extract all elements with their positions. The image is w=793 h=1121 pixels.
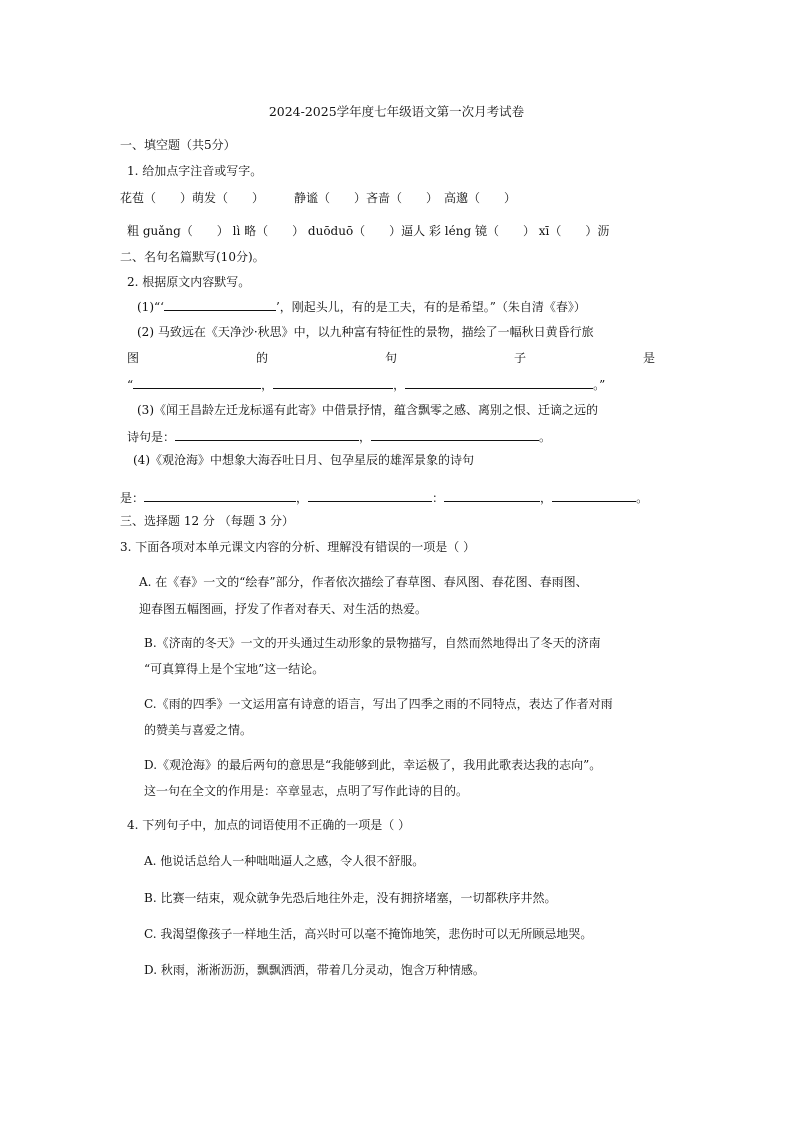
- dictation-item-3: (3)《闻王昌龄左迁龙标遥有此寄》中借景抒情，蕴含飘零之感、离别之恨、迁谪之远的: [137, 403, 599, 417]
- section-1-heading: 一、填空题（共5分）: [120, 138, 236, 152]
- separator: ，: [540, 491, 553, 505]
- separator: ，: [393, 378, 406, 392]
- section-3-heading: 三、选择题 12 分 （每题 3 分）: [120, 514, 294, 528]
- question-3-prompt: 3. 下面各项对本单元课文内容的分析、理解没有错误的一项是（ ）: [120, 540, 476, 554]
- dictation-item-4: (4)《观沧海》中想象大海吞吐日月、包孕星辰的雄浑景象的诗句: [133, 453, 475, 467]
- question-3-option-d-line-2: 这一句在全文的作用是：卒章显志，点明了写作此诗的目的。: [144, 784, 469, 798]
- question-4-option-a: A. 他说话总给人一种咄咄逼人之感，令人很不舒服。: [144, 854, 425, 868]
- question-3-option-b-line-1: B.《济南的冬天》一文的开头通过生动形象的景物描写，自然而然地得出了冬天的济南: [144, 636, 601, 650]
- section-2-heading: 二、名句名篇默写(10分)。: [120, 250, 265, 264]
- separator: ，: [296, 491, 309, 505]
- answer-blank[interactable]: [164, 298, 276, 311]
- dictation-item-2: (2) 马致远在《天净沙·秋思》中，以九种富有特征性的景物，描绘了一幅秋日黄昏行旅: [137, 325, 594, 339]
- answer-blank[interactable]: [273, 376, 393, 389]
- spread-char: 子: [513, 351, 526, 365]
- question-3-option-d-line-1: D.《观沧海》的最后两句的意思是“我能够到此，幸运极了，我用此歌表达我的志向”。: [144, 758, 602, 772]
- dictation-item-1: [137, 298, 586, 315]
- answer-blank[interactable]: [444, 489, 540, 502]
- answer-lead: 诗句是：: [127, 430, 176, 444]
- dictation-2-blanks: [127, 376, 605, 393]
- answer-blank[interactable]: [133, 376, 261, 389]
- question-4-option-b: B. 比赛一结束，观众就争先恐后地往外走，没有拥挤堵塞，一切都秩序井然。: [144, 891, 557, 905]
- separator: ，: [261, 378, 274, 392]
- answer-blank[interactable]: [371, 428, 539, 441]
- spread-char: 的: [255, 351, 268, 365]
- spread-char: 是: [642, 351, 655, 365]
- dictation-1-rest: ’，刚起头儿，有的是工夫，有的是希望。”（朱自清《春》）: [275, 300, 586, 314]
- question-2-prompt: 2. 根据原文内容默写。: [127, 275, 251, 289]
- answer-blank[interactable]: [552, 489, 636, 502]
- question-4-option-d: D. 秋雨，淅淅沥沥，飘飘洒洒，带着几分灵动，饱含万种情感。: [144, 963, 485, 977]
- answer-lead: 是：: [120, 491, 145, 505]
- close-quote: 。”: [593, 378, 606, 392]
- separator: ，: [359, 430, 372, 444]
- answer-blank[interactable]: [144, 489, 296, 502]
- question-3-option-c-line-1: C.《雨的四季》一文运用富有诗意的语言，写出了四季之雨的不同特点，表达了作者对雨: [144, 697, 613, 711]
- question-3-option-b-line-2: “可真算得上是个宝地”这一结论。: [144, 662, 325, 676]
- dictation-1-open: (1)“‘: [137, 300, 164, 314]
- period: 。: [539, 430, 552, 444]
- question-1-prompt: 1. 给加点字注音或写字。: [127, 164, 263, 178]
- spread-char: 句: [384, 351, 397, 365]
- dictation-4-blanks: [120, 489, 648, 506]
- question-4-option-c: C. 我渴望像孩子一样地生活，高兴时可以毫不掩饰地笑，悲伤时可以无所顾忌地哭。: [144, 927, 593, 941]
- question-3-option-a-line-2: 迎春图五幅图画，抒发了作者对春天、对生活的热爱。: [139, 602, 428, 616]
- period: 。: [636, 491, 649, 505]
- answer-blank[interactable]: [175, 428, 359, 441]
- question-3-option-a-line-1: A. 在《春》一文的“绘春”部分，作者依次描绘了春草图、春风图、春花图、春雨图、: [139, 575, 588, 589]
- separator: ：: [432, 491, 445, 505]
- question-4-prompt: 4. 下列句子中，加点的词语使用不正确的一项是（ ）: [127, 818, 411, 832]
- answer-blank[interactable]: [405, 376, 593, 389]
- dictation-2-spread-line: [127, 350, 655, 366]
- dictation-3-blanks: [127, 428, 551, 445]
- exam-title: 2024-2025学年度七年级语文第一次月考试卷: [268, 104, 525, 119]
- question-3-option-c-line-2: 的赞美与喜爱之情。: [144, 723, 253, 737]
- question-1-row-2: 粗 guǎng（ ） lì 略（ ） duōduō（ ）逼人 彩 léng 镜（ ） xī（ ）沥: [127, 224, 610, 238]
- answer-blank[interactable]: [308, 489, 432, 502]
- spread-char: 图: [127, 351, 140, 365]
- question-1-row-1: 花苞（ ）萌发（ ） 静谧（ ）吝啬（ ） 高邈（ ）: [120, 191, 517, 205]
- open-quote: “: [127, 378, 134, 392]
